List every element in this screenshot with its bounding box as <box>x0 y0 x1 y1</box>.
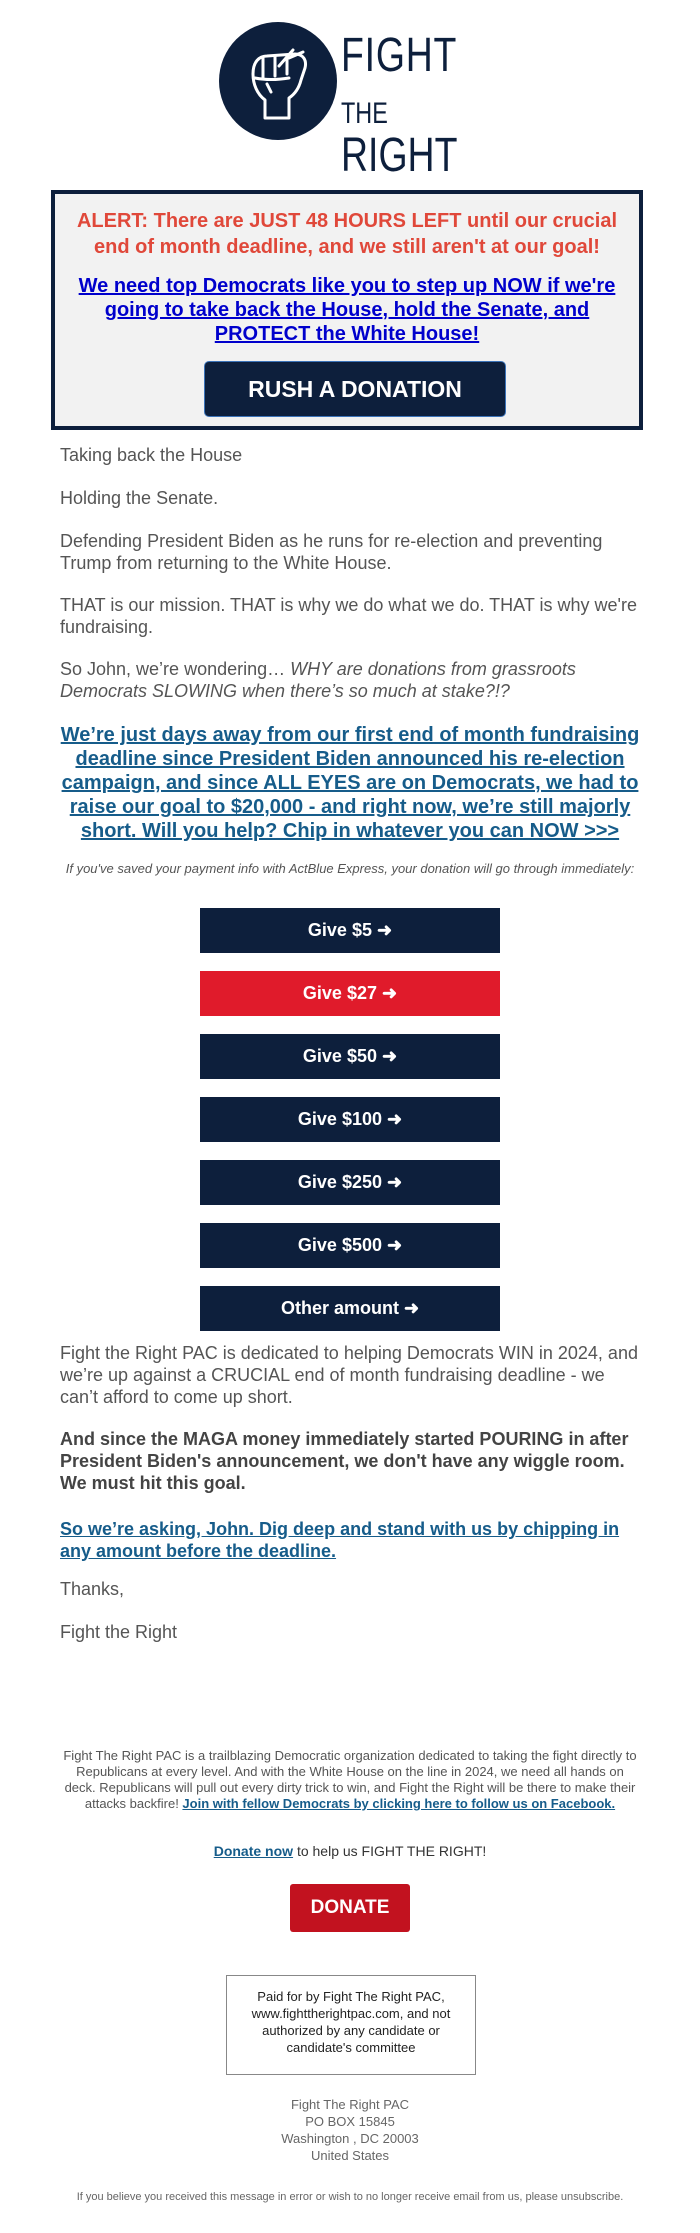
body-paragraph-5 <box>60 658 640 702</box>
fist-icon <box>219 22 337 140</box>
body-paragraph-1: Taking back the House <box>60 445 243 465</box>
signoff-text: Fight the Right <box>60 1622 178 1642</box>
body-paragraph-2: Holding the Senate. <box>60 488 219 508</box>
logo-line-fight: FIGHT <box>341 29 458 82</box>
logo-word-right: RIGHT <box>341 129 458 182</box>
give-500-button[interactable]: Give $500 ➜ <box>200 1223 500 1268</box>
donate-now-link[interactable]: Donate now <box>213 1843 294 1859</box>
body-paragraph-5-italic: WHY are donations from grassroots Democrats SLOWING when there’s so much at stake?!? <box>60 659 576 701</box>
body-paragraph-5-start: So John, we’re wondering… <box>60 659 291 679</box>
footer-description-text: Fight The Right PAC is a trailblazing Democratic organization dedicated to taking the fight directly to Republicans at every level. And with the White House on the line in 2024, we need all hands on deck. Republicans will pull out every dirty trick to win, and Fight the Right will be there to make their attacks backfire! <box>63 1748 637 1811</box>
mailing-address <box>60 2096 640 2164</box>
dig-deep-link[interactable]: So we’re asking, John. Dig deep and stand with us by chipping in any amount before the deadline. <box>60 1519 620 1561</box>
facebook-follow-link[interactable]: Join with fellow Democrats by clicking here to follow us on Facebook. <box>182 1796 616 1811</box>
body-paragraph-3: Defending President Biden as he runs for re-election and preventing Trump from returning to the White House. <box>60 531 603 573</box>
address-line-3: Washington , DC 20003 <box>281 2131 419 2146</box>
fight-the-right-logo[interactable] <box>219 22 483 182</box>
logo-wordmark <box>341 29 490 182</box>
actblue-note: If you've saved your payment info with ActBlue Express, your donation will go through immediately: <box>65 861 635 876</box>
address-line-1: Fight The Right PAC <box>290 2097 409 2112</box>
body-paragraph-6: Fight the Right PAC is dedicated to helping Democrats WIN in 2024, and we’re up against a CRUCIAL end of month fundraising deadline - we can’t afford to come up short. <box>60 1343 638 1407</box>
paid-for-disclaimer: Paid for by Fight The Right PAC, www.fighttherightpac.com, and not authorized by any candidate or candidate's committee <box>226 1975 476 2075</box>
chip-in-link[interactable]: We’re just days away from our first end of month fundraising deadline since President Biden announced his re-election campaign, and since ALL EYES are on Democrats, we had to raise our goal to $20,000 - and right now, we’re still majorly short. Will you help? Chip in whatever you can NOW >>> <box>60 724 640 842</box>
address-line-2: PO BOX 15845 <box>305 2114 395 2129</box>
donate-button[interactable]: DONATE <box>290 1884 410 1932</box>
logo-line-the-right <box>341 84 457 180</box>
give-27-button[interactable]: Give $27 ➜ <box>200 971 500 1016</box>
give-100-button[interactable]: Give $100 ➜ <box>200 1097 500 1142</box>
give-5-button[interactable]: Give $5 ➜ <box>200 908 500 953</box>
donate-now-line <box>60 1843 640 1859</box>
give-other-amount-button[interactable]: Other amount ➜ <box>200 1286 500 1331</box>
thanks-text: Thanks, <box>60 1579 125 1599</box>
alert-box <box>51 190 643 430</box>
donate-now-rest: to help us FIGHT THE RIGHT! <box>293 1843 487 1859</box>
rush-donation-button[interactable]: RUSH A DONATION <box>205 362 505 416</box>
alert-link[interactable]: We need top Democrats like you to step up NOW if we're going to take back the House, hold the Senate, and PROTECT the White House! <box>78 275 616 345</box>
body-paragraph-7: And since the MAGA money immediately started POURING in after President Biden's announcement, we don't have any wiggle room. We must hit this goal. <box>60 1429 629 1493</box>
unsubscribe-text[interactable]: If you believe you received this message in error or wish to no longer receive email from us, please unsubscribe. <box>76 2191 624 2203</box>
address-line-4: United States <box>310 2148 390 2163</box>
alert-headline: ALERT: There are JUST 48 HOURS LEFT until our crucial end of month deadline, and we still aren't at our goal! <box>76 210 618 258</box>
give-50-button[interactable]: Give $50 ➜ <box>200 1034 500 1079</box>
footer-description <box>60 1748 640 1812</box>
logo-word-the: THE <box>341 97 388 130</box>
body-paragraph-4: THAT is our mission. THAT is why we do what we do. THAT is why we're fundraising. <box>60 595 637 637</box>
give-250-button[interactable]: Give $250 ➜ <box>200 1160 500 1205</box>
